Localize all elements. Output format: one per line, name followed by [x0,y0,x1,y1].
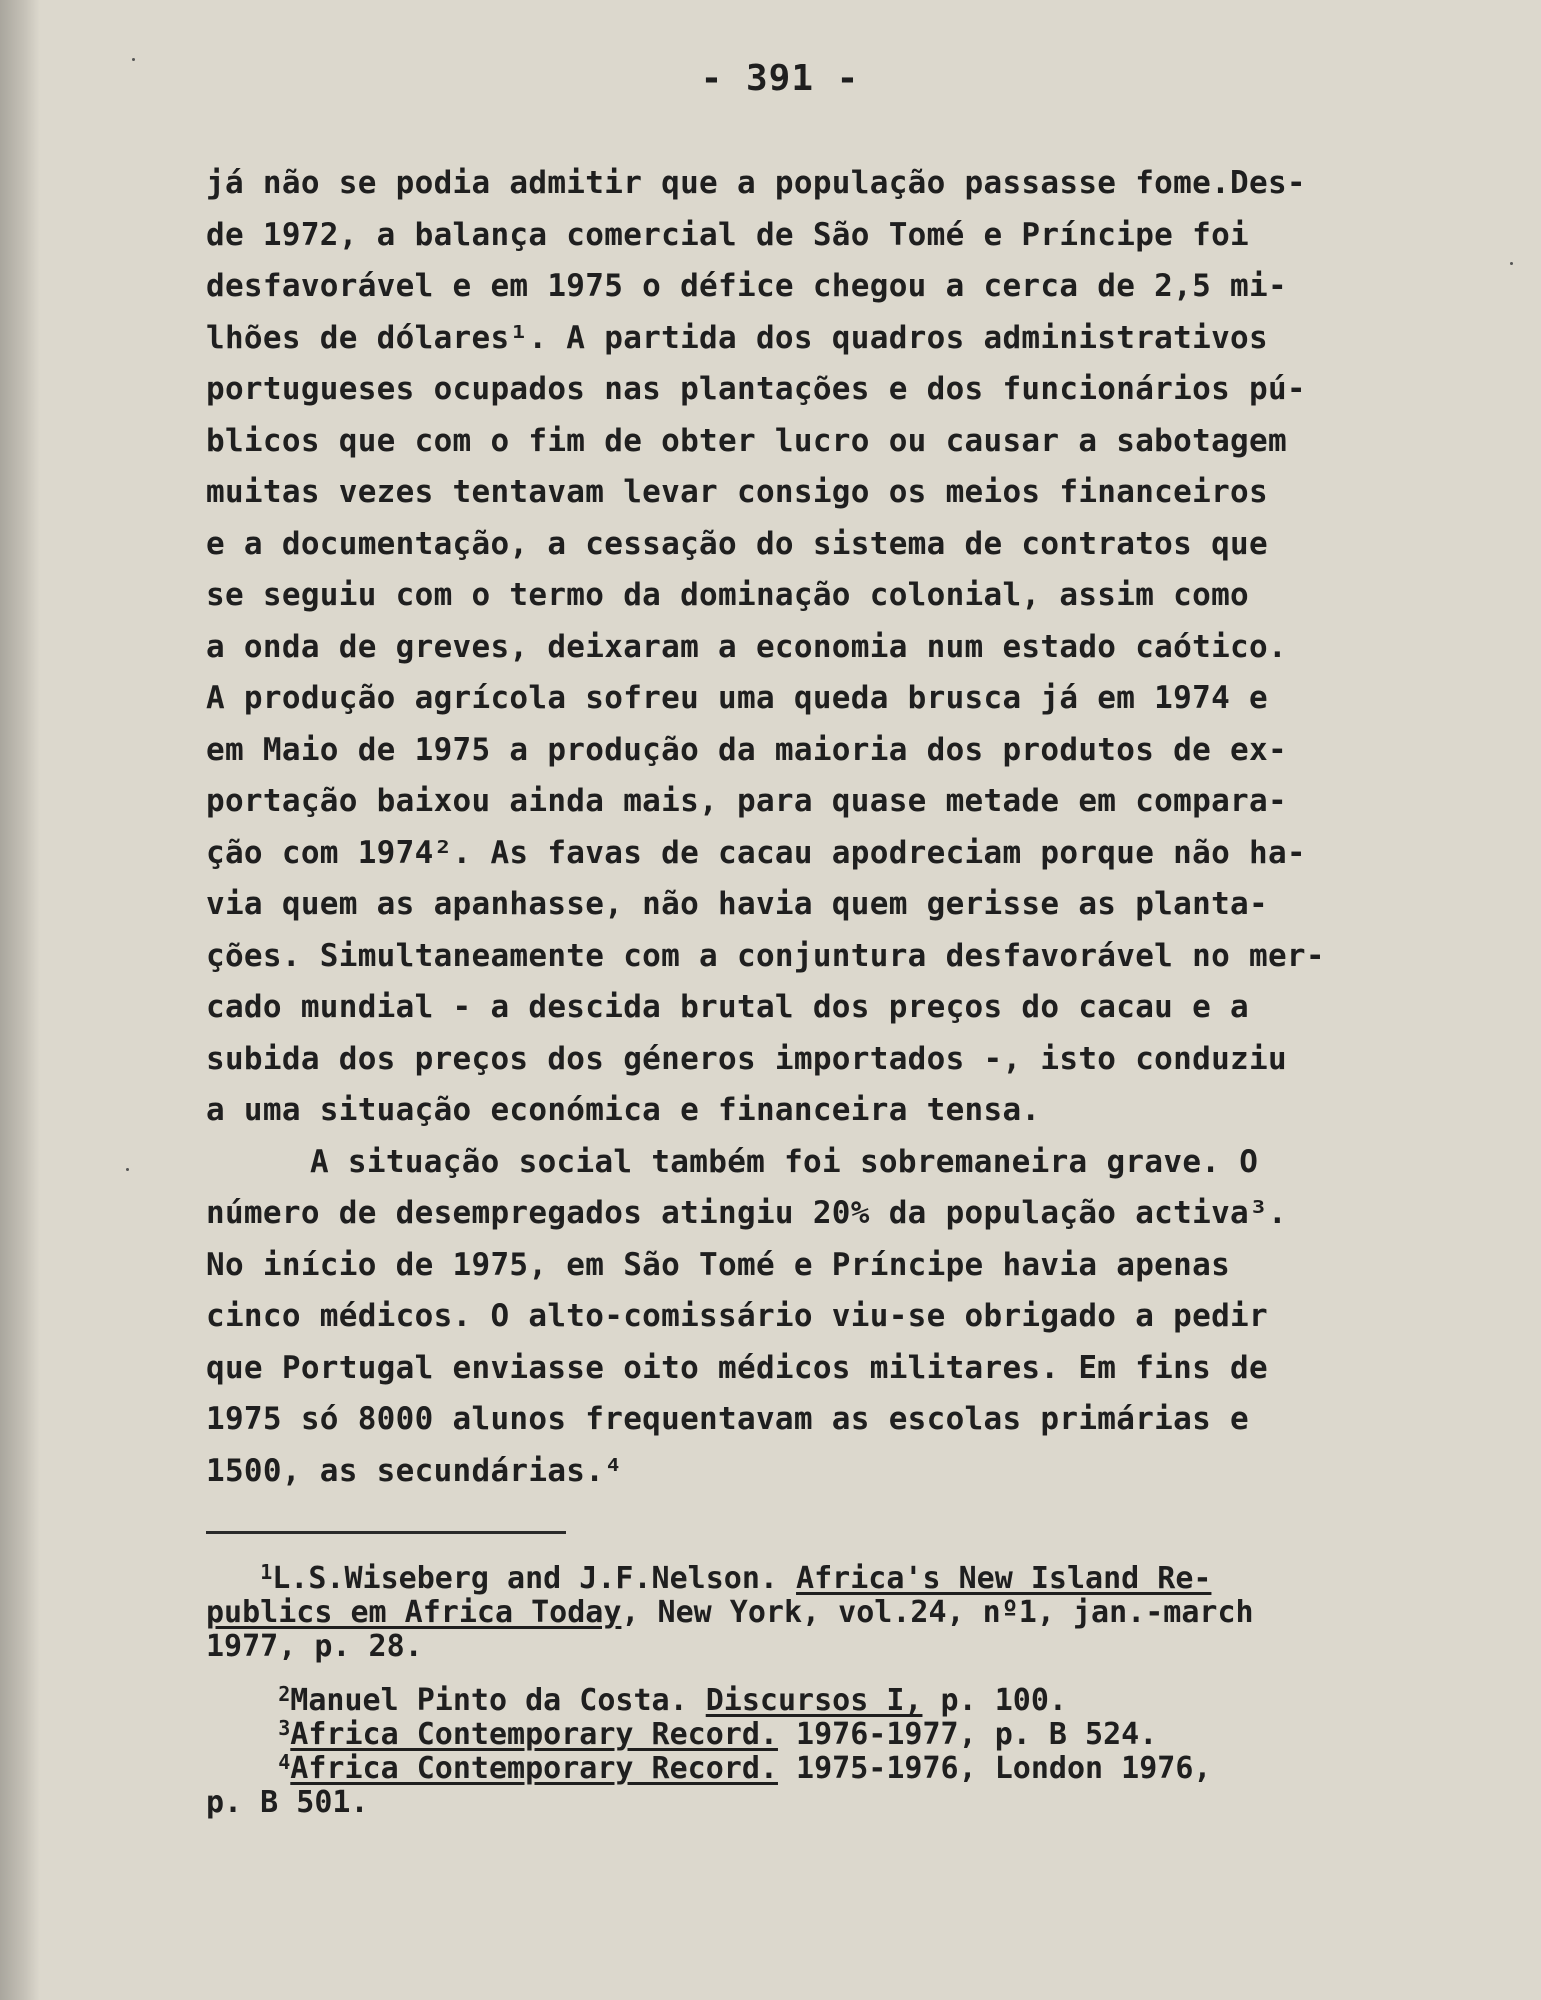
text-line: blicos que com o fim de obter lucro ou causar a sabotagem [206,422,1287,459]
footnote-title: publics em Africa Today [206,1595,622,1630]
text-line: se seguiu com o termo da dominação colonial, assim como [206,577,1249,613]
text-line: via quem as apanhasse, não havia quem gerisse as planta- [206,886,1268,922]
text-line: 1975 só 8000 alunos frequentavam as escolas primárias e [206,1401,1249,1437]
footnote-details: p. 100. [922,1683,1067,1718]
paper-speck [126,1168,129,1171]
text-line: desfavorável e em 1975 o défice chegou a cerca de 2,5 mi- [206,268,1287,304]
footnote-details: , New York, vol.24, nº1, jan.-march [621,1595,1254,1630]
text-line: subida dos preços dos géneros importados -, isto conduziu [206,1040,1287,1077]
footnote-details: 1976-1977, p. B 524. [777,1717,1158,1752]
text-line: ções. Simultaneamente com a conjuntura desfavorável no mer- [206,937,1325,974]
footnote-4-line-2: p. B 501. [206,1785,369,1820]
footnote-separator [206,1531,566,1534]
text-line: e a documentação, a cessação do sistema de contratos que [206,525,1268,562]
text-line: portugueses ocupados nas plantações e dos funcionários pú- [206,371,1306,407]
footnote-4-line-1 [206,1752,1506,1786]
binding-edge [0,0,40,2000]
footnote-marker: 1 [260,1560,273,1584]
text-line: cado mundial - a descida brutal dos preços do cacau e a [206,989,1249,1025]
footnote-marker: 2 [278,1682,291,1706]
text-line: a uma situação económica e financeira tensa. [206,1092,1041,1128]
footnote-2 [206,1684,1506,1718]
footnote-1-line-1 [206,1562,1506,1596]
text-line: número de desempregados atingiu 20% da população activa³. [206,1195,1287,1231]
paper-speck [132,58,135,61]
text-line: ção com 1974². As favas de cacau apodreciam porque não ha- [206,834,1306,871]
footnote-title: Discursos I, [705,1683,923,1718]
footnote-3 [206,1718,1506,1752]
text-line: de 1972, a balança comercial de São Tomé e Príncipe foi [206,216,1249,253]
footnote-authors: L.S.Wiseberg and J.F.Nelson. [272,1561,797,1596]
footnotes [206,1562,1506,1820]
footnote-1-line-3: 1977, p. 28. [206,1629,423,1664]
footnote-title: Africa Contemporary Record. [290,1717,778,1752]
text-line-paragraph-start: A situação social também foi sobremaneira grave. O [310,1143,1259,1180]
footnote-author: Manuel Pinto da Costa. [290,1683,706,1718]
page-number: - 391 - [700,58,860,99]
footnote-title: Africa Contemporary Record. [290,1751,778,1786]
paper-speck [1510,262,1513,265]
footnote-1-line-2 [206,1596,1506,1630]
text-line: em Maio de 1975 a produção da maioria dos produtos de ex- [206,731,1287,768]
text-line: que Portugal enviasse oito médicos militares. Em fins de [206,1349,1268,1386]
text-line: No início de 1975, em São Tomé e Príncipe havia apenas [206,1246,1231,1283]
footnote-marker: 3 [278,1716,291,1740]
text-line: muitas vezes tentavam levar consigo os meios financeiros [206,474,1268,510]
footnote-marker: 4 [278,1750,291,1774]
text-line: A produção agrícola sofreu uma queda brusca já em 1974 e [206,680,1268,716]
body-text [206,158,1506,1497]
text-line: cinco médicos. O alto-comissário viu-se obrigado a pedir [206,1298,1268,1334]
text-line: portação baixou ainda mais, para quase metade em compara- [206,783,1287,819]
footnote-title: Africa's New Island Re- [796,1561,1212,1596]
text-line: lhões de dólares¹. A partida dos quadros administrativos [206,319,1268,356]
text-line: já não se podia admitir que a população passasse fome.Des- [206,165,1306,201]
text-line: a onda de greves, deixaram a economia num estado caótico. [206,628,1287,665]
text-line: 1500, as secundárias.⁴ [206,1452,624,1489]
footnote-details: 1975-1976, London 1976, [777,1751,1212,1786]
